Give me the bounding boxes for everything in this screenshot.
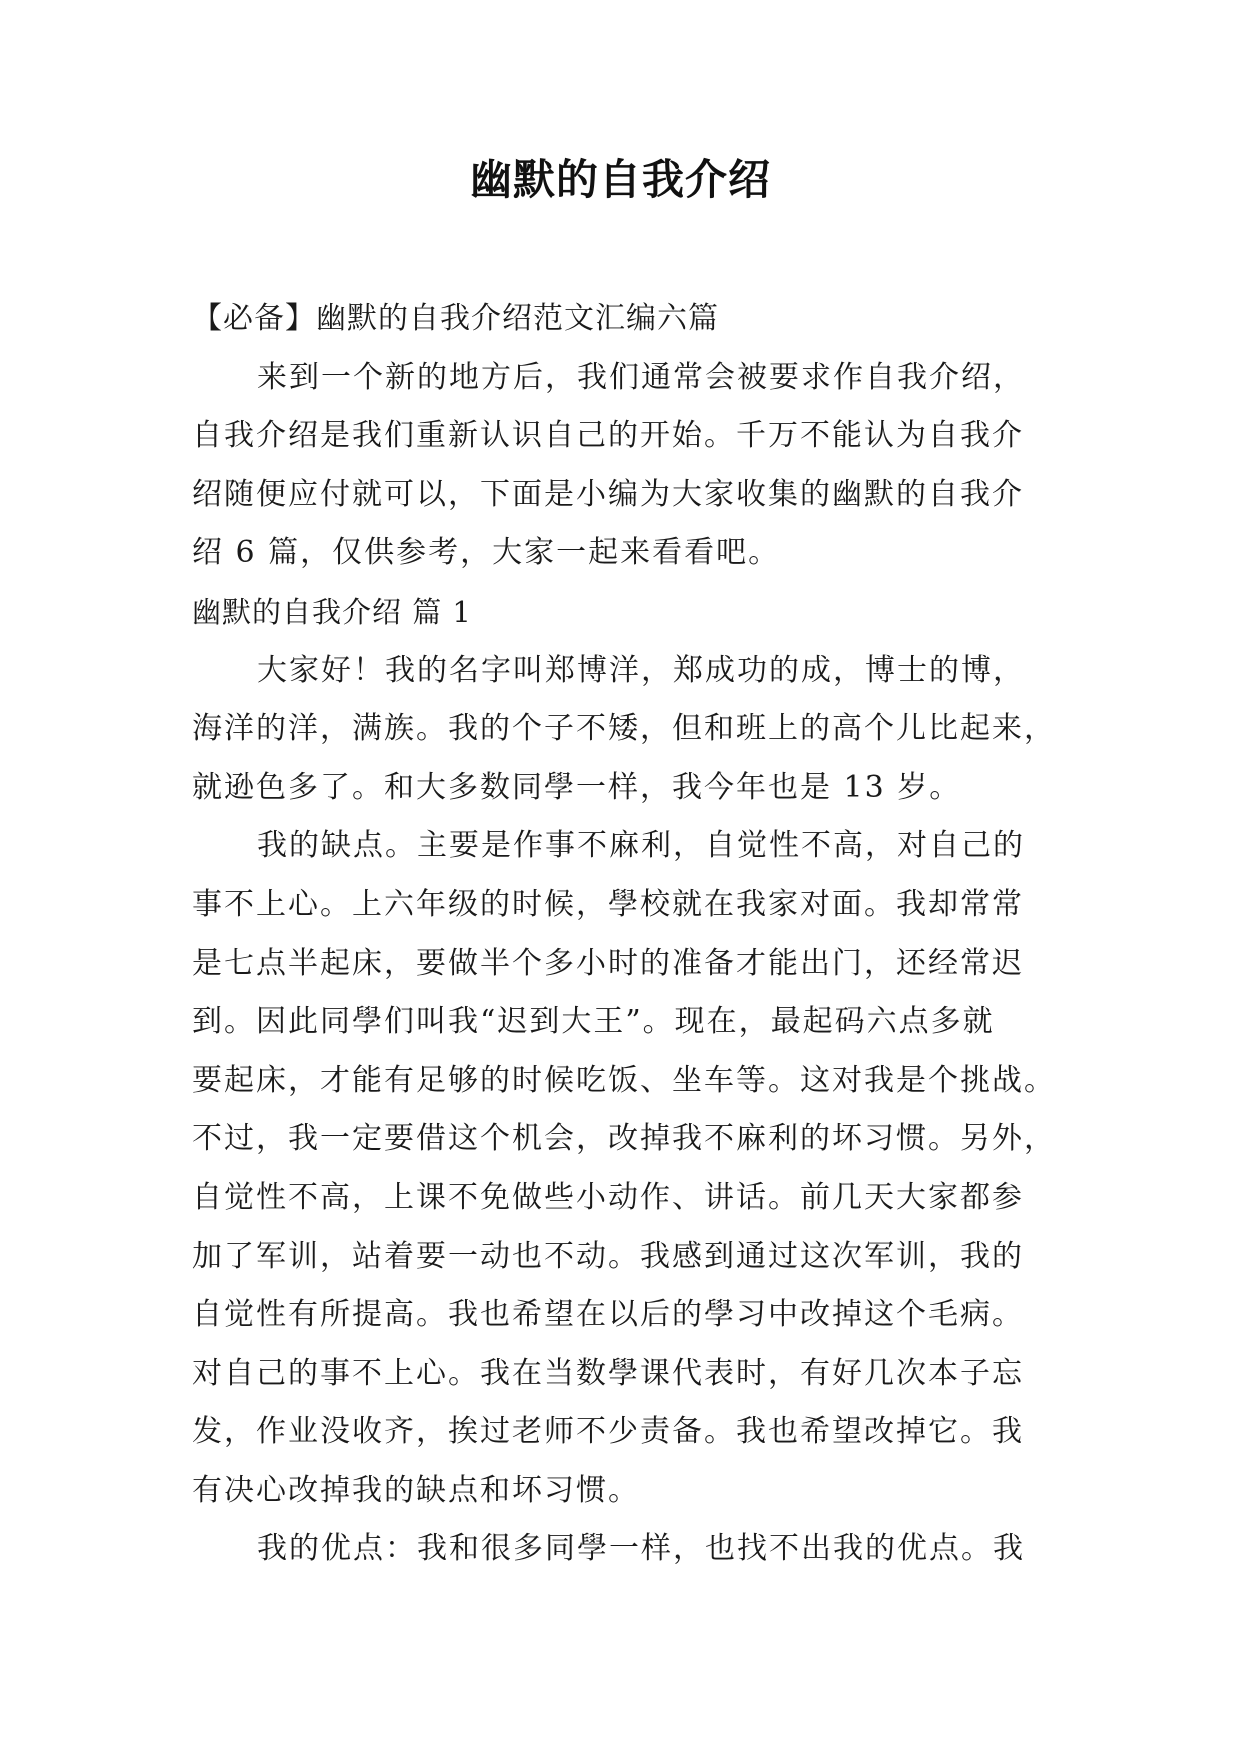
text-line: 来到一个新的地方后，我们通常会被要求作自我介绍，	[257, 359, 1025, 395]
section-heading: 幽默的自我介绍 篇 1	[192, 594, 472, 629]
text-line: 自我介绍是我们重新认识自己的开始。千万不能认为自我介	[192, 418, 1024, 454]
text-line: 绍 6 篇，仅供参考，大家一起来看看吧。	[192, 535, 781, 571]
text-line: 发，作业没收齐，挨过老师不少责备。我也希望改掉它。我	[192, 1414, 1024, 1450]
article-subtitle: 【必备】幽默的自我介绍范文汇编六篇	[192, 301, 719, 336]
intro-paragraph	[192, 349, 1062, 583]
text-line: 是七点半起床，要做半个多小时的准备才能出门，还经常迟	[192, 945, 1024, 981]
text-line: 海洋的洋，满族。我的个子不矮，但和班上的高个儿比起来，	[192, 711, 1056, 747]
text-line: 加了军训，站着要一动也不动。我感到通过这次军训，我的	[192, 1238, 1024, 1274]
text-line: 我的优点：我和很多同學一样，也找不出我的优点。我	[257, 1531, 1025, 1567]
text-line: 自觉性有所提高。我也希望在以后的學习中改掉这个毛病。	[192, 1297, 1024, 1333]
text-line: 我的缺点。主要是作事不麻利，自觉性不高，对自己的	[257, 828, 1025, 864]
page-title: 幽默的自我介绍	[469, 155, 771, 204]
text-line: 到。因此同學们叫我“迟到大王”。现在，最起码六点多就	[192, 1004, 995, 1040]
text-line: 就逊色多了。和大多数同學一样，我今年也是 13 岁。	[192, 769, 962, 805]
paragraph-3	[192, 1520, 1062, 1579]
text-line: 绍随便应付就可以，下面是小编为大家收集的幽默的自我介	[192, 476, 1024, 512]
text-line: 要起床，才能有足够的时候吃饭、坐车等。这对我是个挑战。	[192, 1062, 1056, 1098]
text-line: 有决心改掉我的缺点和坏习惯。	[192, 1472, 640, 1508]
text-line: 事不上心。上六年级的时候，學校就在我家对面。我却常常	[192, 886, 1024, 922]
document-body	[192, 290, 1062, 1579]
text-line: 不过，我一定要借这个机会，改掉我不麻利的坏习惯。另外，	[192, 1121, 1056, 1157]
text-line: 自觉性不高，上课不免做些小动作、讲话。前几天大家都参	[192, 1179, 1024, 1215]
text-line: 对自己的事不上心。我在当数學课代表时，有好几次本子忘	[192, 1355, 1024, 1391]
text-line: 大家好！我的名字叫郑博洋，郑成功的成，博士的博，	[257, 652, 1025, 688]
paragraph-1	[192, 642, 1062, 818]
paragraph-2	[192, 817, 1062, 1520]
